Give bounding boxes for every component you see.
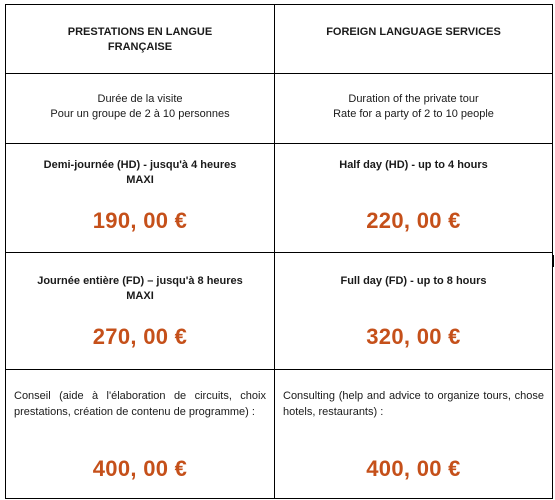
full-day-en-label: Full day (FD) - up to 8 hours [340,275,487,287]
header-en: FOREIGN LANGUAGE SERVICES [326,26,501,38]
duration-en-cell [275,74,552,143]
full-day-fr-label: Journée entière (FD) – jusqu'à 8 heures MAXI [37,275,243,302]
consulting-fr-cell [6,370,275,498]
half-day-fr-label: Demi-journée (HD) - jusqu'à 4 heures MAXI [43,159,237,186]
column-resize-marker [552,255,554,267]
consulting-row [6,369,552,498]
full-day-fr-price: 270, 00 € [92,324,188,349]
half-day-fr-price: 190, 00 € [92,208,188,233]
pricing-table [5,4,553,499]
half-day-fr-cell [6,144,275,252]
consulting-en-label: Consulting (help and advice to organize tours, chose hotels, restaurants) : [283,390,544,418]
half-day-en-price: 220, 00 € [366,208,461,233]
full-day-fr-cell [6,253,275,369]
header-fr: PRESTATIONS EN LANGUE FRANÇAISE [67,26,213,53]
duration-fr: Durée de la visite Pour un groupe de 2 à 10 personnes [50,93,230,120]
half-day-row [6,143,552,252]
consulting-en-cell [275,370,552,498]
consulting-en-price: 400, 00 € [366,456,461,481]
duration-en: Duration of the private tour Rate for a party of 2 to 10 people [333,93,494,120]
half-day-en-cell [275,144,552,252]
full-day-en-cell [275,253,552,369]
half-day-en-label: Half day (HD) - up to 4 hours [339,159,488,171]
duration-row [6,73,552,143]
consulting-fr-label: Conseil (aide à l'élaboration de circuits, choix prestations, création de contenu de programme) : [14,390,266,418]
full-day-row [6,252,552,369]
header-fr-cell [6,5,275,73]
header-en-cell [275,5,552,73]
duration-fr-cell [6,74,275,143]
consulting-fr-price: 400, 00 € [92,456,188,481]
header-row [6,5,552,73]
full-day-en-price: 320, 00 € [366,324,461,349]
